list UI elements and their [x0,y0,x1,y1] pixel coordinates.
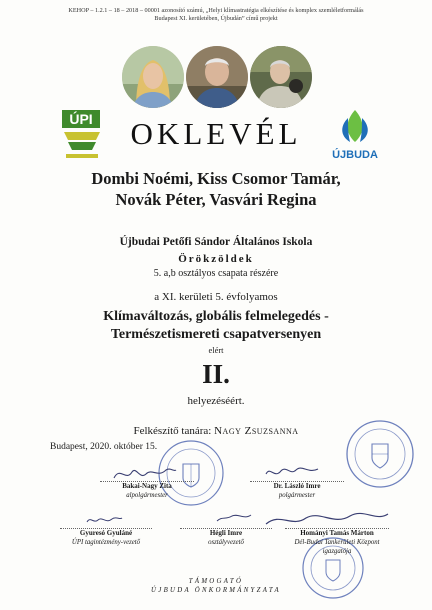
upi-logo-text: ÚPI [69,111,93,127]
signature-scribble-4 [214,510,254,526]
teacher-prefix: Felkészítő tanára: [133,425,212,437]
sponsor-name: ÚJBUDA ÖNKORMÁNYZATA [151,587,281,594]
recipient-names-line-1: Dombi Noémi, Kiss Csomor Tamár, [91,169,341,188]
teacher-name: Nagy Zsuzsanna [214,425,299,437]
recipient-names-line-2: Novák Péter, Vasvári Regina [115,190,317,209]
signatory-role: alpolgármester [126,492,168,499]
sponsor-credit [0,577,432,595]
team-note: 5. a,b osztályos csapata részére [153,268,279,279]
certificate-title: OKLEVÉL [130,116,302,151]
sponsor-label: TÁMOGATÓ [188,578,244,585]
portrait-photo-man [186,46,248,108]
signatory-role-line-1: Dél-Budai Tankerületi Központ [294,539,380,546]
project-reference [0,7,432,23]
place-number: II. [202,359,230,389]
signatory-role: polgármester [278,492,316,499]
project-reference-line-2: Budapest XI. kerületében, Újbudán” című projekt [154,15,278,22]
signatory-name: Hományi Tamás Márton [300,529,374,537]
portrait-photo-woman [122,46,184,108]
signatory-role-line-2: igazgatója [322,548,352,555]
competition-line-2: Természetismereti csapatversenyen [110,327,322,342]
signatory-role: ÚPI tagintézmény-vezető [71,539,141,546]
signatory-name: Dr. László Imre [273,482,321,490]
competition-line-1: Klímaváltozás, globális felmelegedés - [103,309,329,324]
signatory-name: Bakai-Nagy Zita [122,482,172,490]
signatory-name: Hégli Imre [209,529,243,537]
grade-line: a XI. kerületi 5. évfolyamos [154,291,278,303]
signatory-name: Gyuresó Gyuláné [79,529,133,537]
recipient-names [0,168,432,210]
signature-scribble-3 [84,512,124,528]
portrait-photo-scientist [250,46,312,108]
signature-block-upi-head [36,529,176,547]
signature-block-district-director [267,529,407,556]
portrait-photos [118,46,314,108]
team-name: Örökzöldek [178,253,254,265]
placement-label: helyezéséért. [187,395,245,407]
signatory-role: osztályvezető [208,539,244,546]
project-reference-line-1: KEHOP – 1.2.1 – 18 – 2018 – 00001 azonosító számú, „Helyi klímastratégia elkészítése és komplex szemléletformálás [68,7,364,14]
school-name: Újbudai Petőfi Sándor Általános Iskola [119,236,313,248]
signature-block-vice-mayor [77,482,217,500]
official-stamp-right-top [344,418,416,490]
signature-scribble-2 [262,460,322,482]
competition-name [0,308,432,344]
date-place: Budapest, 2020. október 15. [50,442,158,452]
ujbuda-logo-text: ÚJBUDA [332,149,378,161]
achieved-label: elért [208,345,224,355]
signature-block-mayor [227,482,367,500]
